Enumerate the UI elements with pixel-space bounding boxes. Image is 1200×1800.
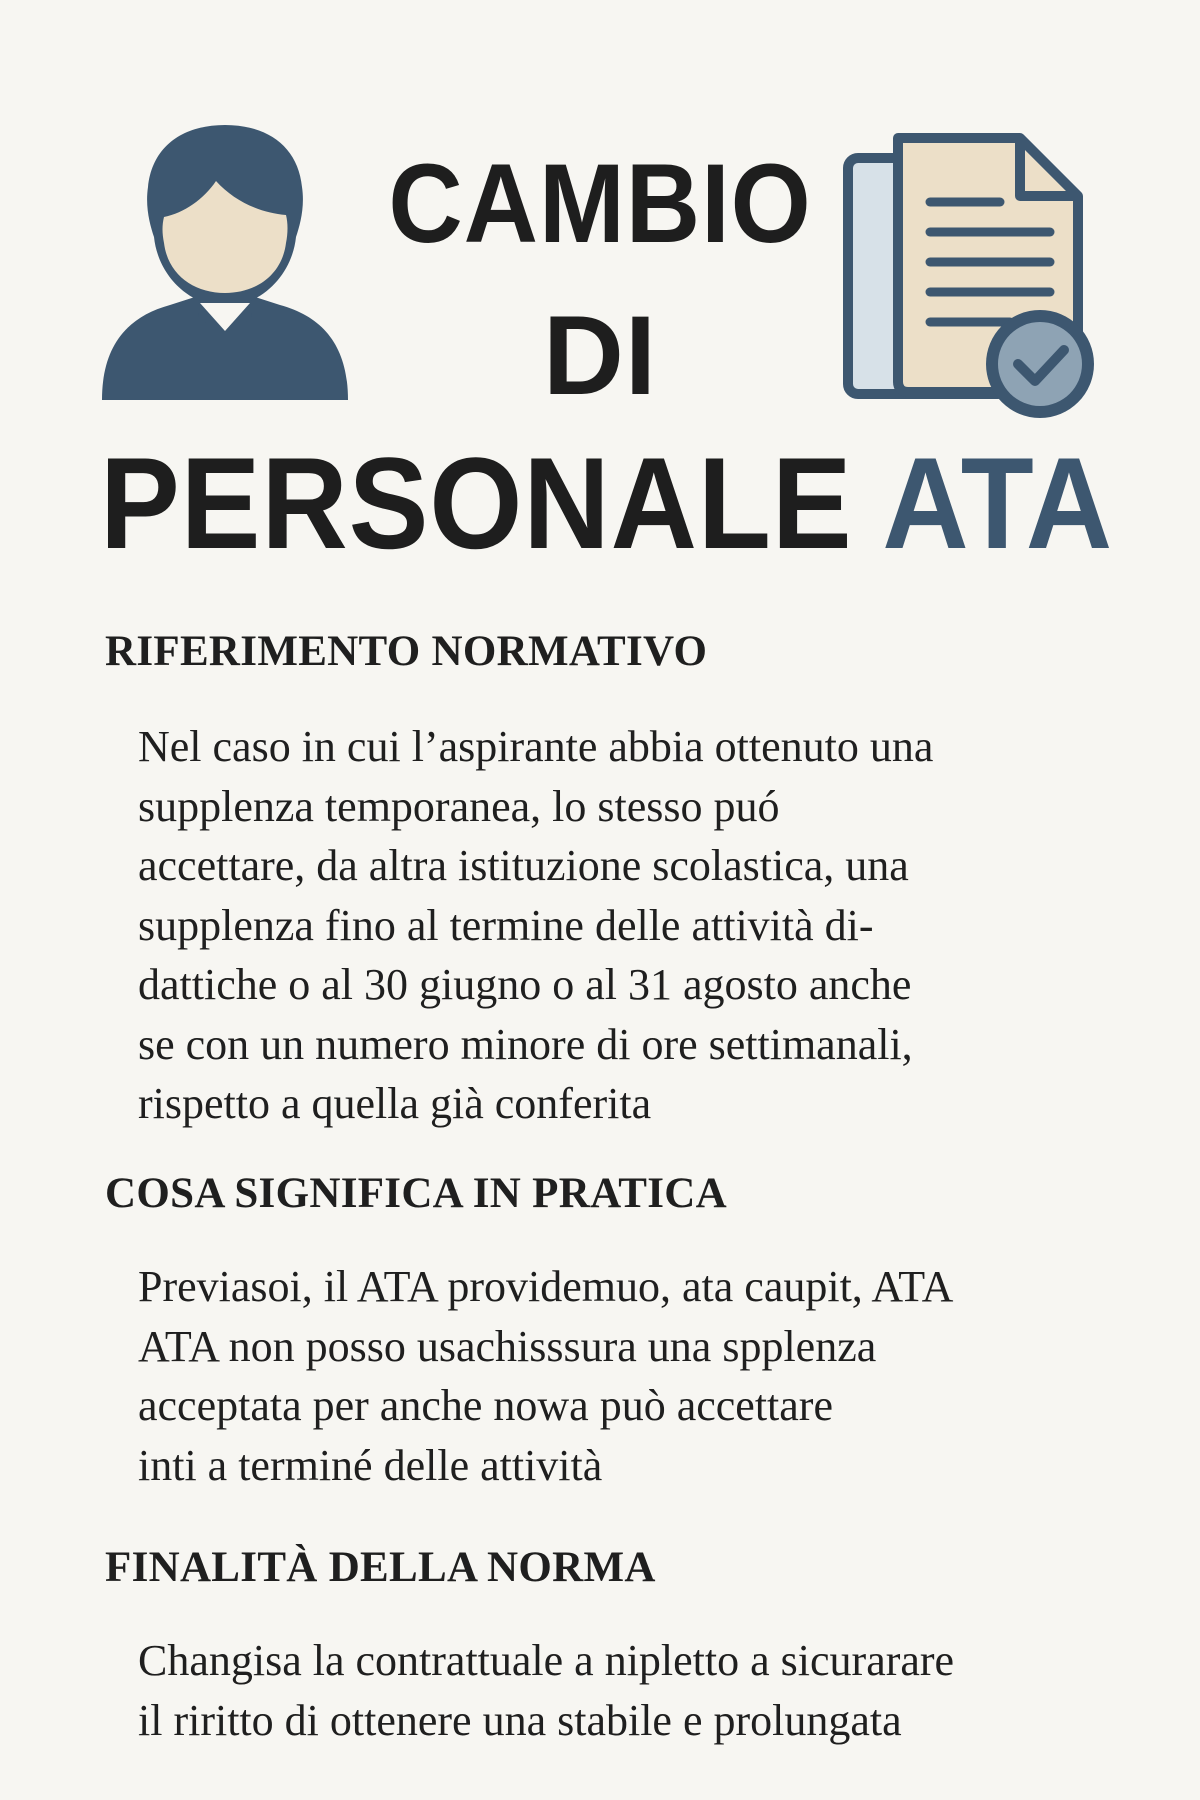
body-line: Previasoi, il ATA providemuo, ata caupit, ATA (138, 1262, 954, 1311)
body-line: acceptata per anche nowa può accettare (138, 1381, 833, 1430)
title-personale: PERSONALE (100, 430, 853, 576)
section-heading: COSA SIGNIFICA IN PRATICA (105, 1170, 727, 1217)
section-riferimento-normativo (105, 630, 1155, 1134)
section-finalita-norma (105, 1546, 1155, 1750)
body-line: il riritto di ottenere una stabile e prolungata (138, 1695, 902, 1745)
title-line-di: DI (543, 293, 657, 418)
body-line: dattiche o al 30 giugno o al 31 agosto anche (138, 960, 912, 1009)
header (0, 0, 1200, 590)
body-line: Nel caso in cui l’aspirante abbia ottenuto una (138, 722, 934, 771)
body-line: ATA non posso usachisssura una spplenza (138, 1321, 877, 1371)
body-line: accettare, da altra istituzione scolastica, una (138, 841, 909, 890)
body-line: supplenza fino al termine delle attività di- (138, 900, 874, 950)
body-line: rispetto a quella già conferita (138, 1079, 652, 1128)
body-line: supplenza temporanea, lo stesso puó (138, 781, 780, 831)
section-body (105, 1631, 1155, 1750)
section-heading: RIFERIMENTO NORMATIVO (105, 628, 708, 675)
title-ata-accent: ATA (882, 430, 1114, 576)
body-line: inti a terminé delle attività (138, 1440, 603, 1490)
body-line: se con un numero minore di ore settimanali, (138, 1019, 913, 1069)
section-body (105, 717, 1155, 1134)
title-line-cambio: CAMBIO (388, 141, 812, 266)
title-line-personale-ata (100, 430, 1114, 576)
section-body (105, 1257, 1155, 1495)
body-line: Changisa la contrattuale a nipletto a sicurarare (138, 1636, 955, 1685)
section-heading: FINALITÀ DELLA NORMA (105, 1544, 656, 1591)
section-cosa-significa (105, 1172, 1155, 1495)
